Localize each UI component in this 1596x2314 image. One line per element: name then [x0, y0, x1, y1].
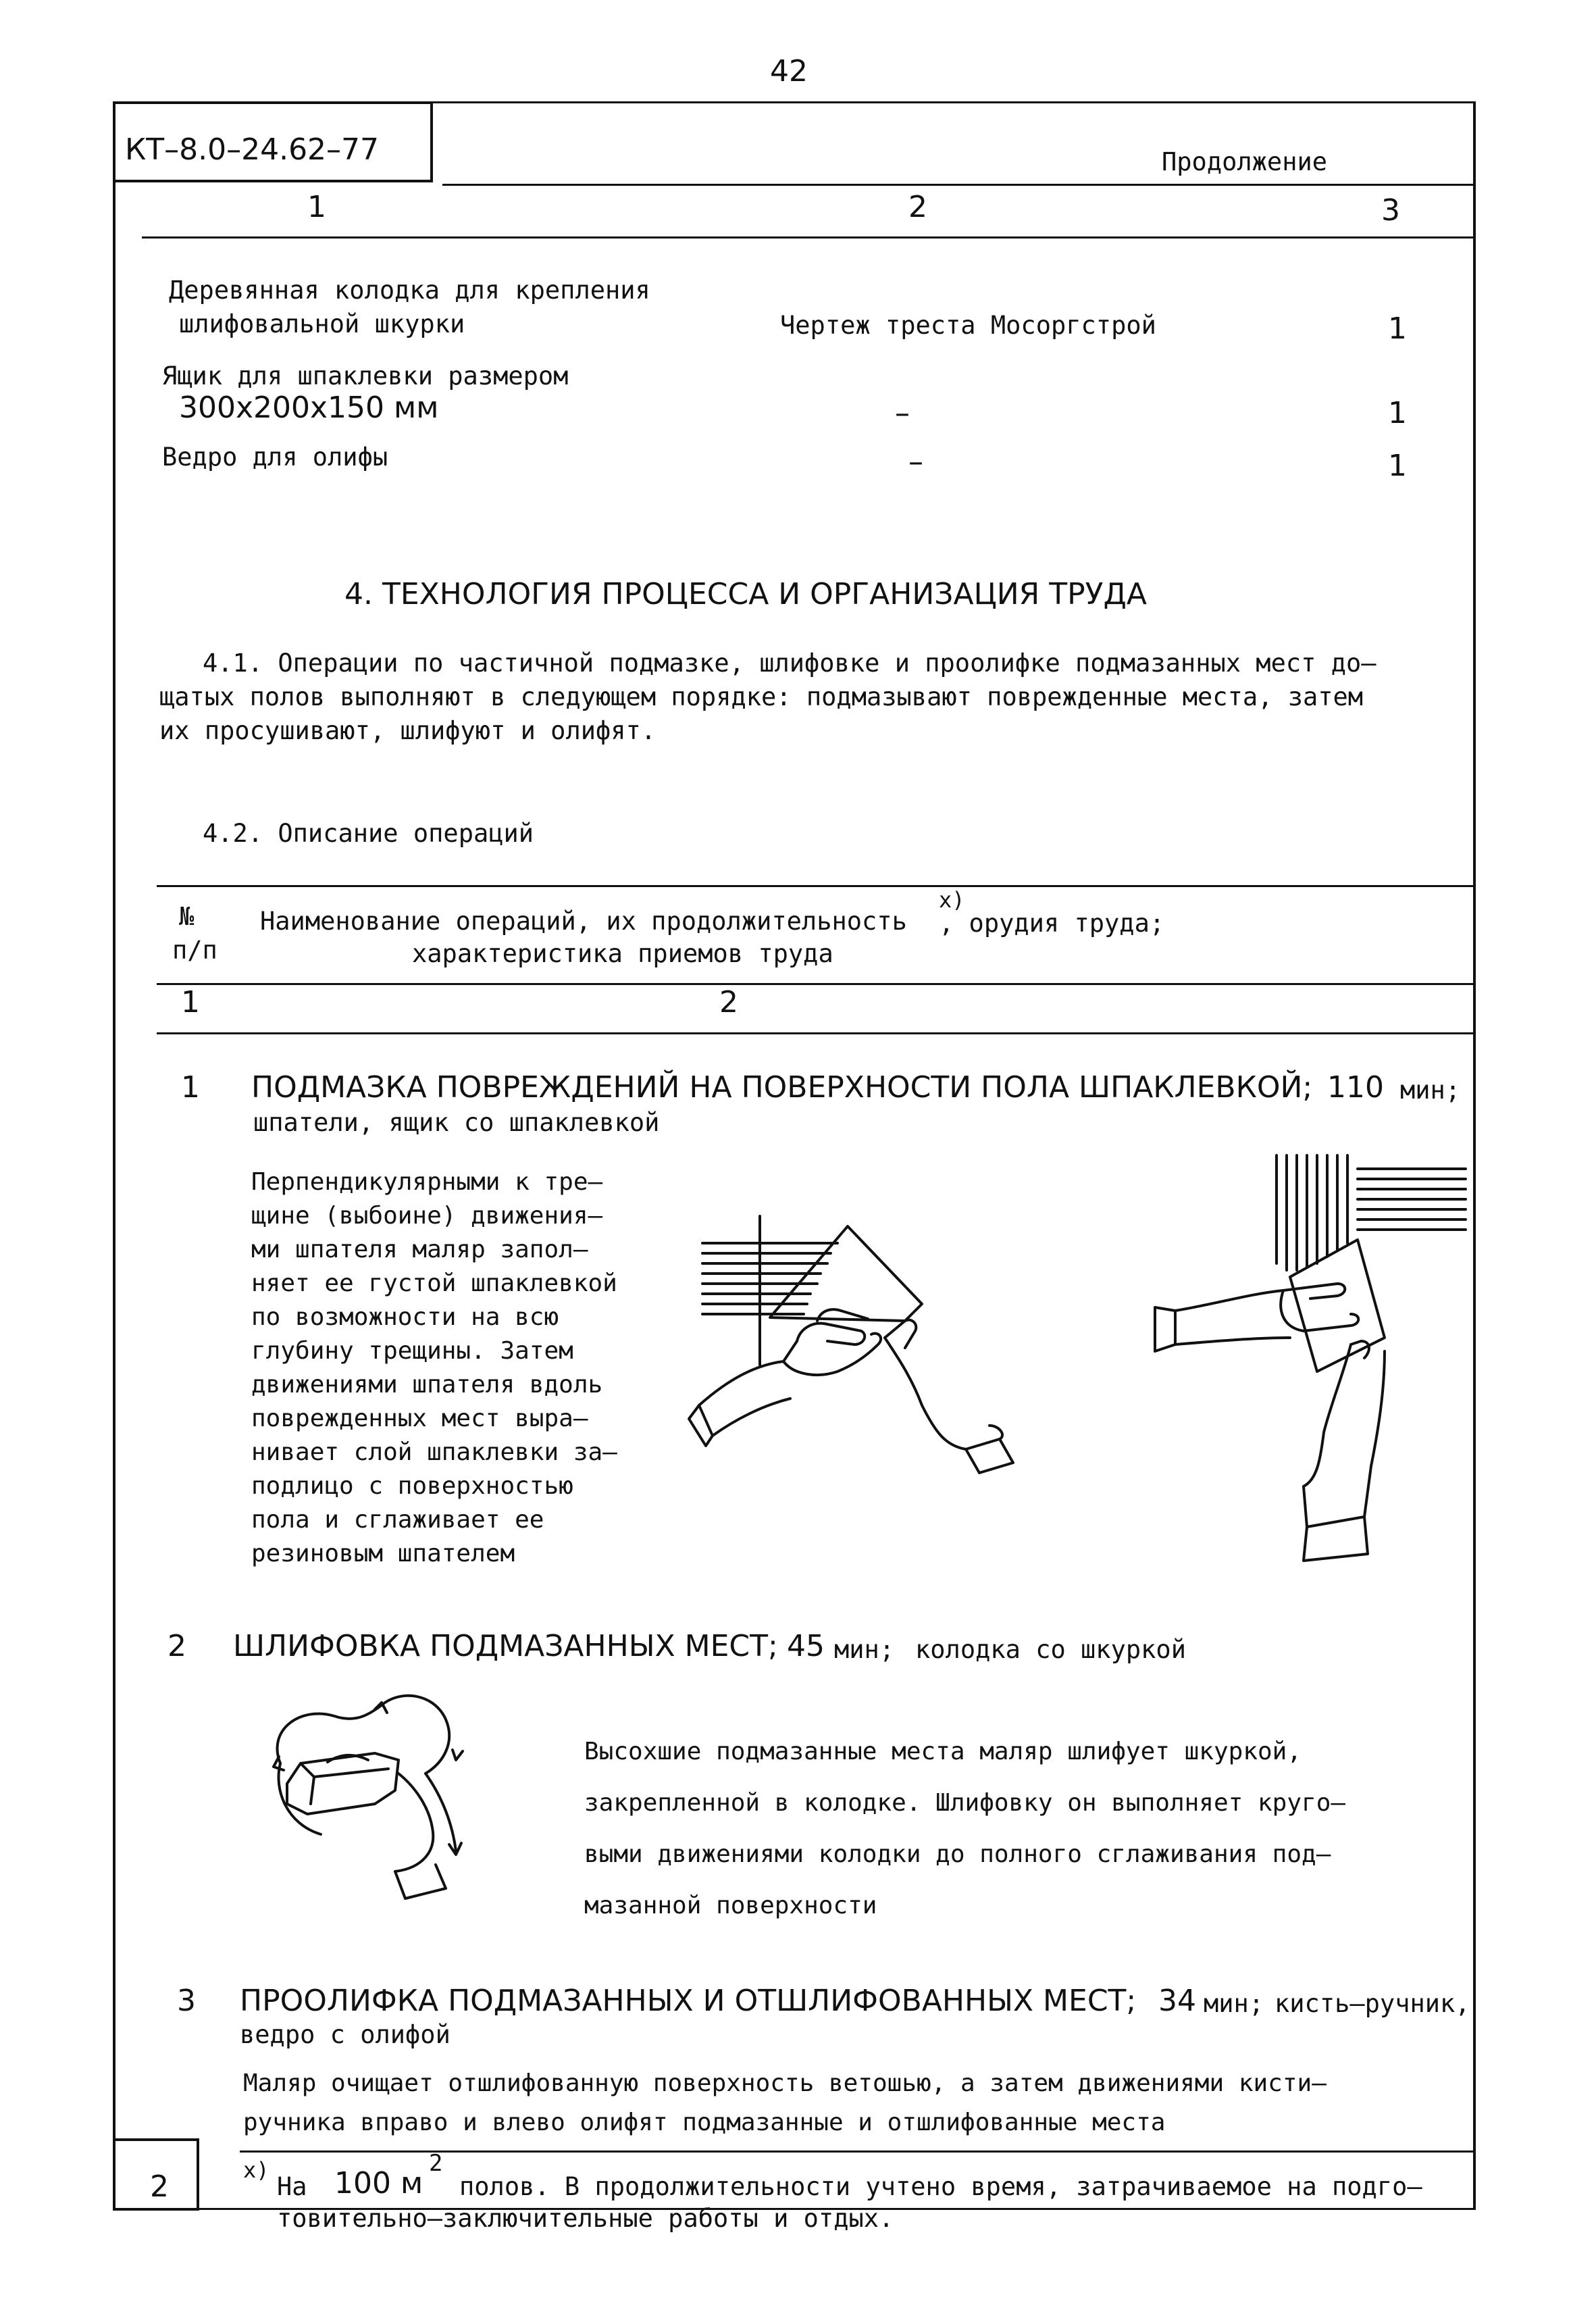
material-row-1-qty: 1 — [1388, 311, 1407, 346]
ops-header-no-line2: п/п — [172, 936, 217, 965]
ops-header-sup: х) — [939, 887, 965, 913]
material-row-2-name-line1: Ящик для шпаклевки размером — [162, 361, 569, 391]
op-3-title: ПРООЛИФКА ПОДМАЗАННЫХ И ОТШЛИФОВАННЫХ МЕСТ; — [240, 1984, 1137, 2018]
op-3-duration: 34 — [1158, 1984, 1196, 2018]
op-3-number: 3 — [177, 1984, 196, 2018]
ops-top-rule — [157, 885, 1476, 887]
footnote-mark: х) — [243, 2157, 269, 2183]
frame-left — [113, 101, 115, 2209]
page-number: 42 — [770, 54, 808, 89]
sheet-number: 2 — [150, 2169, 169, 2204]
footnote-line1: полов. В продолжительности учтено время, затрачиваемое на подго– — [459, 2172, 1422, 2201]
op-3-description: Маляр очищает отшлифованную поверхность ветошью, а затем движениями кисти– ручника вправо и влево олифят подмазанные и отшлифованные места — [243, 2069, 1327, 2136]
ops-col-1: 1 — [181, 985, 200, 1020]
material-row-3-spec: – — [908, 445, 923, 479]
material-row-1-name-line1: Деревянная колодка для крепления — [169, 276, 650, 305]
footnote-area: 100 м — [334, 2166, 423, 2200]
material-row-2-qty: 1 — [1388, 396, 1407, 430]
continuation-label: Продолжение — [1162, 147, 1328, 176]
material-row-1-spec: Чертеж треста Мосоргстрой — [780, 311, 1156, 340]
op-2-title: ШЛИФОВКА ПОДМАЗАННЫХ МЕСТ; — [233, 1629, 778, 1663]
ops-header-tools: , орудия труда; — [939, 909, 1165, 938]
footnote-prefix: На — [277, 2172, 307, 2201]
material-row-2-spec: – — [895, 396, 910, 430]
op-2-description: Высохшие подмазанные места маляр шлифует шкуркой, закрепленной в колодке. Шлифовку он выполняет круго– выми движениями колодки до полного сглаживания под– мазанной поверхности — [584, 1738, 1346, 1919]
op-3-unit: мин; — [1204, 1989, 1264, 2018]
material-row-3-qty: 1 — [1388, 449, 1407, 483]
para-4-1-line3: их просушивают, шлифуют и олифят. — [159, 716, 657, 745]
materials-col-2: 2 — [908, 190, 927, 224]
materials-col-3: 3 — [1381, 193, 1400, 228]
op-1-duration: 110 — [1327, 1070, 1384, 1105]
para-4-2: 4.2. Описание операций — [203, 819, 534, 848]
op-1-number: 1 — [181, 1070, 200, 1105]
frame-right — [1473, 101, 1476, 2209]
header-rule — [442, 184, 1476, 186]
op-1-title: ПОДМАЗКА ПОВРЕЖДЕНИЙ НА ПОВЕРХНОСТИ ПОЛА ШПАКЛЕВКОЙ; — [251, 1070, 1313, 1105]
ops-header-name-line2: характеристика приемов труда — [412, 939, 833, 968]
ops-header-no: № — [179, 902, 195, 931]
op-2-unit: мин; — [834, 1635, 895, 1664]
ops-col-2: 2 — [719, 985, 738, 1020]
hands-spatula-vertical-icon — [1148, 1149, 1472, 1588]
materials-col-1: 1 — [307, 190, 326, 224]
section-title: 4. ТЕХНОЛОГИЯ ПРОЦЕССА И ОРГАНИЗАЦИЯ ТРУДА — [344, 577, 1147, 611]
op-2-tools: колодка со шкуркой — [915, 1635, 1186, 1664]
op-3-tools-line2: ведро с олифой — [240, 2020, 451, 2049]
op-1-tools: шпатели, ящик со шпаклевкой — [253, 1108, 660, 1137]
op-3-tools: кисть–ручник, — [1275, 1989, 1470, 2018]
footnote-area-sup: 2 — [429, 2150, 443, 2177]
para-4-1-line2: щатых полов выполняют в следующем порядке: подмазывают поврежденные места, затем — [159, 682, 1364, 711]
footnote-line2: товительно–заключительные работы и отдых. — [277, 2204, 894, 2233]
ops-col-rule — [157, 1032, 1476, 1034]
op-1-description: Перпендикулярными к тре– щине (выбоине) движения– ми шпателя маляр запол– няет ее густой шпаклевкой по возможности на всю глубину трещины. Затем движениями шпателя вдоль поврежденных мест выра– нивает слой шпаклевки за– подлицо с поверхностью пола и сглаживает ее резиновым шпателем — [251, 1168, 617, 1567]
hands-spatula-horizontal-icon — [682, 1203, 1074, 1493]
para-4-1-line1: 4.1. Операции по частичной подмазке, шлифовке и проолифке подмазанных мест до– — [203, 649, 1376, 678]
materials-header-rule — [142, 236, 1476, 238]
footnote-rule — [240, 2150, 1476, 2153]
document-code: КТ–8.0–24.62–77 — [125, 132, 380, 167]
ops-header-name: Наименование операций, их продолжительность — [260, 907, 907, 936]
op-2-number: 2 — [168, 1629, 186, 1663]
material-row-1-name-line2: шлифовальной шкурки — [179, 309, 465, 338]
hand-sanding-block-icon — [260, 1689, 490, 1912]
op-2-duration: 45 — [787, 1629, 825, 1663]
op-1-unit: мин; — [1400, 1076, 1461, 1105]
ops-header-rule — [157, 983, 1476, 985]
material-row-3-name: Ведро для олифы — [162, 443, 388, 472]
material-row-2-name-line2: 300х200х150 мм — [179, 391, 439, 425]
